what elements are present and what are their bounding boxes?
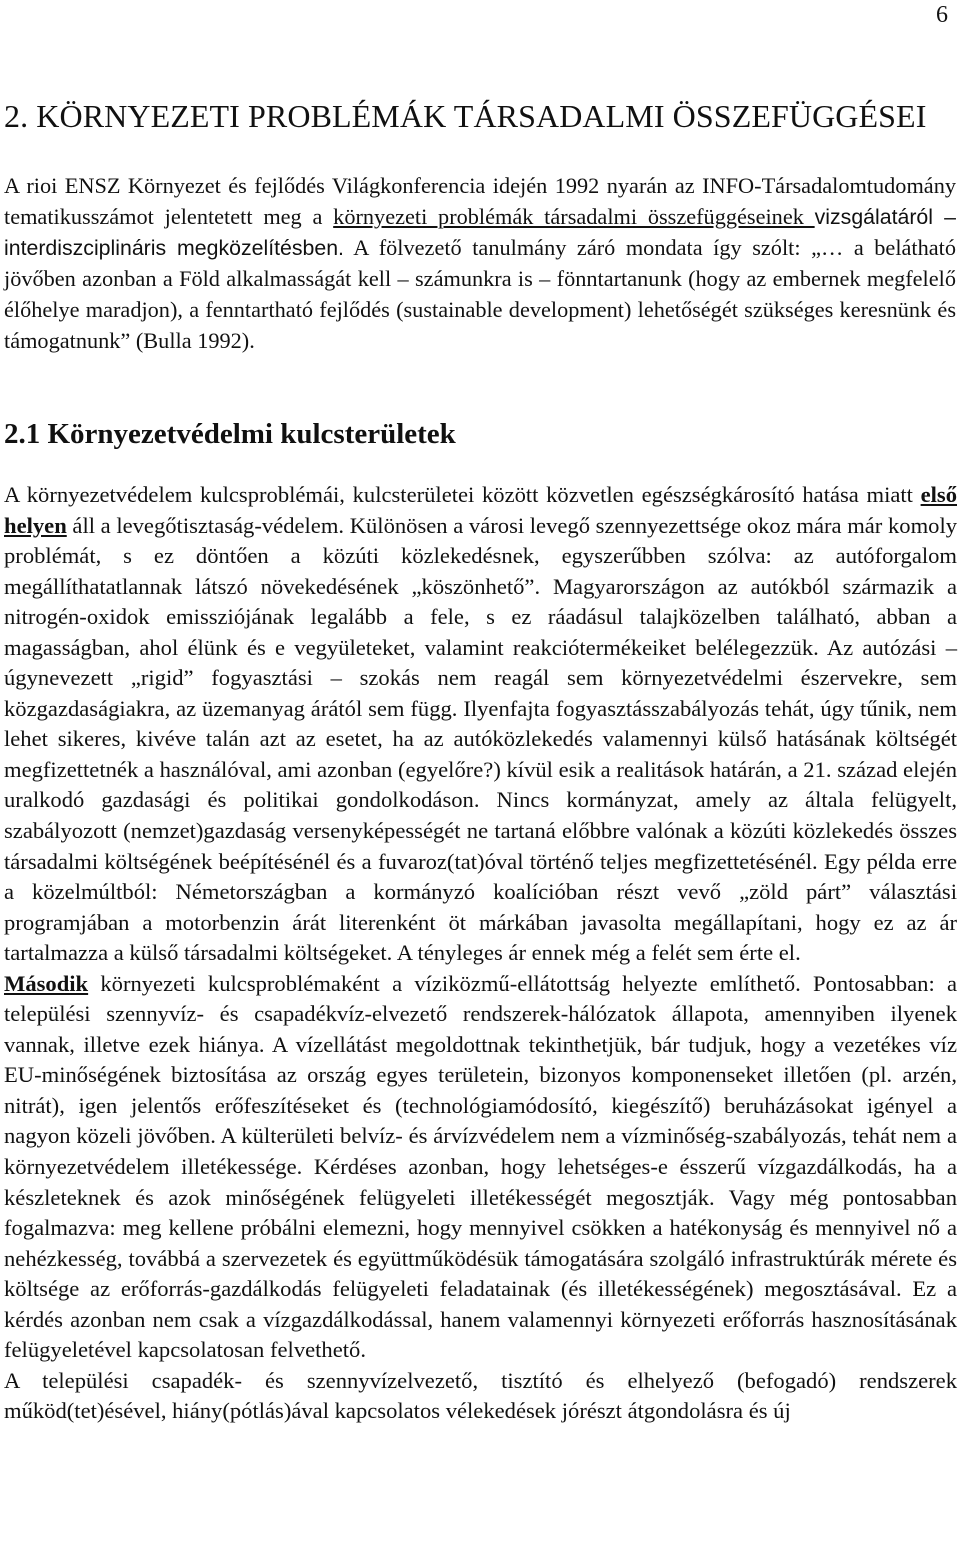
intro-sentence-2: vizsgálatáról – interdiszciplináris megközelítésben.: [4, 204, 956, 260]
paragraph-air-quality-rest: áll a levegőtisztaság-védelem. Különösen a városi levegő szennyezettsége okoz mára már komoly problémát, s ez döntően a közúti közlekedésnek, egyszerűbben szólva: az autóforgalom megállíthatatlannak látszó növekedésének „köszönhető”. Magyarországon az autókból származik a nitrogén-oxidok emissziójának legalább a fele, s ez ráadásul talajközelben található, abban a magasságban, ahol élünk és e vegyületeket, valamint reakciótermékeiket belélegezzük. Az autózási – úgynevezett „rigid” fogyasztási – szokás nem reagál sem környezetvédelmi észervekre, sem közgazdaságiakra, az üzemanyag árától sem függ. Ilyenfajta fogyasztásszabályozás tehát, úgy tűnik, nem lehet sikeres, kivéve talán azt az esetet, ha az autóközlekedés valamennyi külső hatásának költségét megfizettetnék a használóval, ami azonban (egyelőre?) kívül esik a realitások határán, a 21. század elején uralkodó gazdasági és politikai gondolkodáson. Nincs kormányzat, amely az általa felügyelt, szabályozott (nemzet)gazdaság versenyképességét ne tartaná előbbre valónak a közúti közlekedés összes társadalmi költségének beépítésénél és a fuvaroz(tat)óval történő teljes megfizettetésénél. Egy példa erre a közelmúltból: Németországban a kormányzó koalícióban részt vevő „zöld párt” választási programjában a motorbenzin árát literenként öt márkában javasolta megállapítani, hogy ez az ár tartalmazza a külső társadalmi költségeket. A tényleges ár ennek még a felét sem érte el.: [4, 512, 958, 966]
paragraph-drainage: [4, 1366, 957, 1427]
paragraph-air-quality: [4, 480, 957, 969]
emphasis-first-place: első helyen: [4, 482, 957, 538]
intro-sentence-3: A fölvezető tanulmány záró mondata így szólt: „… a belátható jövőben azonban a Föld alkalmasságát kell – számunkra is – fönntartanunk (hogy az embernek megfelelő élőhelye maradjon), a fenntartható fejlődés (sustainable development) lehetőségét szükséges keresnünk és támogatnunk” (Bulla 1992).: [4, 234, 957, 353]
body-text: [4, 480, 957, 1427]
chapter-title: 2. KÖRNYEZETI PROBLÉMÁK TÁRSADALMI ÖSSZEFÜGGÉSEI: [4, 98, 927, 134]
paragraph-water-utilities: [4, 969, 957, 1366]
intro-paragraph: [4, 171, 956, 356]
page-number: 6: [936, 2, 948, 28]
paragraph-drainage-text: A települési csapadék- és szennyvízelvezető, tisztító és elhelyező (befogadó) rendszerek működ(tet)ésével, hiány(pótlás)ával kapcsolatos vélekedések jórészt átgondolásra és új: [4, 1367, 957, 1424]
paragraph-air-quality-start: A környezetvédelem kulcsproblémái, kulcsterületei között közvetlen egészségkárosító hatása miatt: [4, 482, 921, 507]
intro-underlined-phrase: környezeti problémák társadalmi összefüggéseinek: [333, 203, 815, 229]
intro-sentence-1: A rioi ENSZ Környezet és fejlődés Világkonferencia idején 1992 nyarán az INFO-Társadalomtudomány tematikusszámot jelentetett meg a: [4, 173, 956, 229]
paragraph-water-utilities-text: környezeti kulcsproblémaként a víziközmű-ellátottság helyezte említhető. Pontosabban: a települési szennyvíz- és csapadékvíz-elvezető rendszerek-hálózatok állapota, amennyiben ilyenek vannak, illetve ezek hiánya. A vízellátást megoldottnak tekinthetjük, bár tudjuk, hogy a vezetékes víz EU-minőségének biztosítása az ország egyes területein, bizonyos komponenseket illetően (pl. arzén, nitrát), igen jelentős erőfeszítéseket és (technológiamódosító, kiegészítő) beruházásokat igényel a nagyon közeli jövőben. A külterületi belvíz- és árvízvédelem nem a vízminőség-szabályozás, tehát nem a környezetvédelem illetékessége. Kérdéses azonban, hogy lehetséges-e ésszerű vízgazdálkodás, ha a készleteknek és azok minőségének felügyeleti illetékességét megosztják. Vagy még pontosabban fogalmazva: meg kellene próbálni elemezni, hogy mennyivel csökken a hatékonyság és mennyivel nő a nehézkesség, továbbá a szervezetek és együttműködésük támogatására szolgáló infrastruktúrák mérete és költsége az erőforrás-gazdálkodás felügyeleti feladatainak (és illetékességének) megosztásával. Ez a kérdés azonban nem csak a vízgazdálkodással, hanem valamennyi környezeti erőforrás hasznosításának felügyeletével kapcsolatosan felvethető.: [4, 970, 957, 1363]
section-heading: 2.1 Környezetvédelmi kulcsterületek: [4, 418, 456, 450]
emphasis-second: Második: [4, 970, 89, 996]
